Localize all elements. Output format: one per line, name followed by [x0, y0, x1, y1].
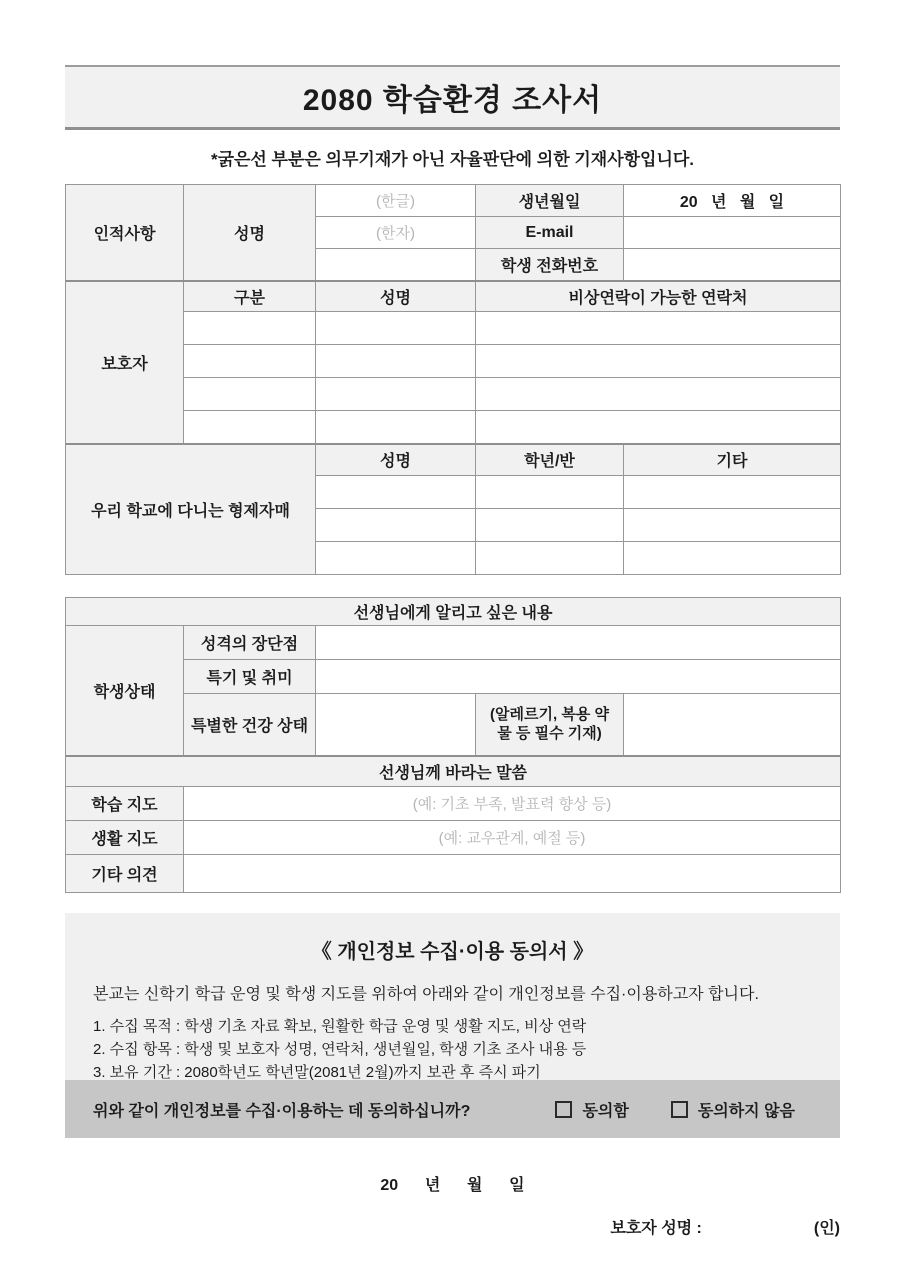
other-opinion-field[interactable]: [184, 855, 841, 893]
student-name-label: 성명: [184, 185, 316, 281]
consent-question-bar: [65, 1080, 840, 1138]
agree-label: 동의함: [582, 1102, 629, 1120]
health-label: 특별한 건강 상태: [184, 694, 316, 756]
form-page: [65, 0, 840, 1238]
health-field[interactable]: [316, 694, 476, 756]
consent-item-list: [93, 1015, 812, 1084]
phone-field[interactable]: [624, 249, 841, 281]
personal-info-table: [65, 184, 841, 575]
guardian-contact-cell[interactable]: [476, 378, 841, 411]
other-opinion-label: 기타 의견: [66, 855, 184, 893]
sibling-grade-header: 학년/반: [476, 444, 624, 476]
guardian-name-cell[interactable]: [316, 345, 476, 378]
study-guidance-label: 학습 지도: [66, 787, 184, 821]
sibling-etc-cell[interactable]: [624, 509, 841, 542]
guardian-name-cell[interactable]: [316, 312, 476, 345]
email-field[interactable]: [624, 217, 841, 249]
disagree-checkbox[interactable]: [671, 1101, 688, 1118]
birthdate-label: 생년월일: [476, 185, 624, 217]
disagree-option[interactable]: [671, 1098, 795, 1121]
subtitle-note: *굵은선 부분은 의무기재가 아닌 자율판단에 의한 기재사항입니다.: [210, 150, 695, 169]
consent-title: 《 개인정보 수집·이용 동의서 》: [311, 941, 594, 963]
signature-label: 보호자 성명 :: [610, 1220, 702, 1237]
guardian-type-cell[interactable]: [184, 312, 316, 345]
guardian-contact-cell[interactable]: [476, 345, 841, 378]
sibling-etc-header: 기타: [624, 444, 841, 476]
guardian-section-label: 보호자: [66, 281, 184, 444]
sibling-etc-cell[interactable]: [624, 476, 841, 509]
page-title: 2080 학습환경 조사서: [302, 84, 603, 117]
personality-field[interactable]: [316, 626, 841, 660]
disagree-label: 동의하지 않음: [697, 1102, 795, 1120]
study-guidance-field[interactable]: (예: 기초 부족, 발표력 향상 등): [184, 787, 841, 821]
health-extra-field[interactable]: [624, 694, 841, 756]
consent-question: 위와 같이 개인정보를 수집·이용하는 데 동의하십니까?: [93, 1102, 471, 1120]
sibling-name-cell[interactable]: [316, 509, 476, 542]
talent-field[interactable]: [316, 660, 841, 694]
sibling-grade-cell[interactable]: [476, 509, 624, 542]
name-extra-field[interactable]: [316, 249, 476, 281]
guardian-name-header: 성명: [316, 281, 476, 312]
name-hanja-field[interactable]: (한자): [316, 217, 476, 249]
life-guidance-field[interactable]: (예: 교우관계, 예절 등): [184, 821, 841, 855]
life-guidance-label: 생활 지도: [66, 821, 184, 855]
guardian-type-cell[interactable]: [184, 411, 316, 444]
consent-box: [65, 913, 840, 1080]
signature-row: [65, 1215, 840, 1238]
requests-section-header: 선생님께 바라는 말씀: [66, 756, 841, 787]
guardian-type-cell[interactable]: [184, 378, 316, 411]
guardian-contact-header: 비상연락이 가능한 연락처: [476, 281, 841, 312]
personality-label: 성격의 장단점: [184, 626, 316, 660]
student-status-table: [65, 597, 841, 893]
guardian-contact-cell[interactable]: [476, 411, 841, 444]
phone-label: 학생 전화번호: [476, 249, 624, 281]
email-label: E-mail: [476, 217, 624, 249]
title-banner: [65, 65, 840, 130]
birthdate-value[interactable]: 20 년 월 일: [624, 185, 841, 217]
guardian-contact-cell[interactable]: [476, 312, 841, 345]
sibling-name-cell[interactable]: [316, 542, 476, 575]
guardian-type-cell[interactable]: [184, 345, 316, 378]
sibling-grade-cell[interactable]: [476, 542, 624, 575]
sibling-name-header: 성명: [316, 444, 476, 476]
talent-label: 특기 및 취미: [184, 660, 316, 694]
status-section-header: 선생님에게 알리고 싶은 내용: [66, 598, 841, 626]
guardian-type-header: 구분: [184, 281, 316, 312]
sibling-etc-cell[interactable]: [624, 542, 841, 575]
consent-item: 1. 수집 목적 : 학생 기초 자료 확보, 원활한 학급 운영 및 생활 지도, 비상 연락: [93, 1018, 587, 1035]
student-status-label: 학생상태: [66, 626, 184, 756]
seal-label: (인): [813, 1220, 840, 1237]
consent-item: 2. 수집 항목 : 학생 및 보호자 성명, 연락처, 생년월일, 학생 기초 조사 내용 등: [93, 1041, 587, 1058]
agree-checkbox[interactable]: [555, 1101, 572, 1118]
personal-section-label: 인적사항: [66, 185, 184, 281]
sibling-grade-cell[interactable]: [476, 476, 624, 509]
consent-item: 3. 보유 기간 : 2080학년도 학년말(2081년 2월)까지 보관 후 즉시 파기: [93, 1064, 541, 1081]
guardian-name-cell[interactable]: [316, 411, 476, 444]
name-hangul-field[interactable]: (한글): [316, 185, 476, 217]
siblings-section-label: 우리 학교에 다니는 형제자매: [66, 444, 316, 575]
guardian-name-cell[interactable]: [316, 378, 476, 411]
sibling-name-cell[interactable]: [316, 476, 476, 509]
health-note: (알레르기, 복용 약물 등 필수 기재): [476, 694, 624, 756]
consent-intro: 본교는 신학기 학급 운영 및 학생 지도를 위하여 아래와 같이 개인정보를 수집·이용하고자 합니다.: [93, 986, 759, 1003]
footer-date: 20 년 월 일: [380, 1177, 525, 1194]
agree-option[interactable]: [555, 1098, 628, 1121]
